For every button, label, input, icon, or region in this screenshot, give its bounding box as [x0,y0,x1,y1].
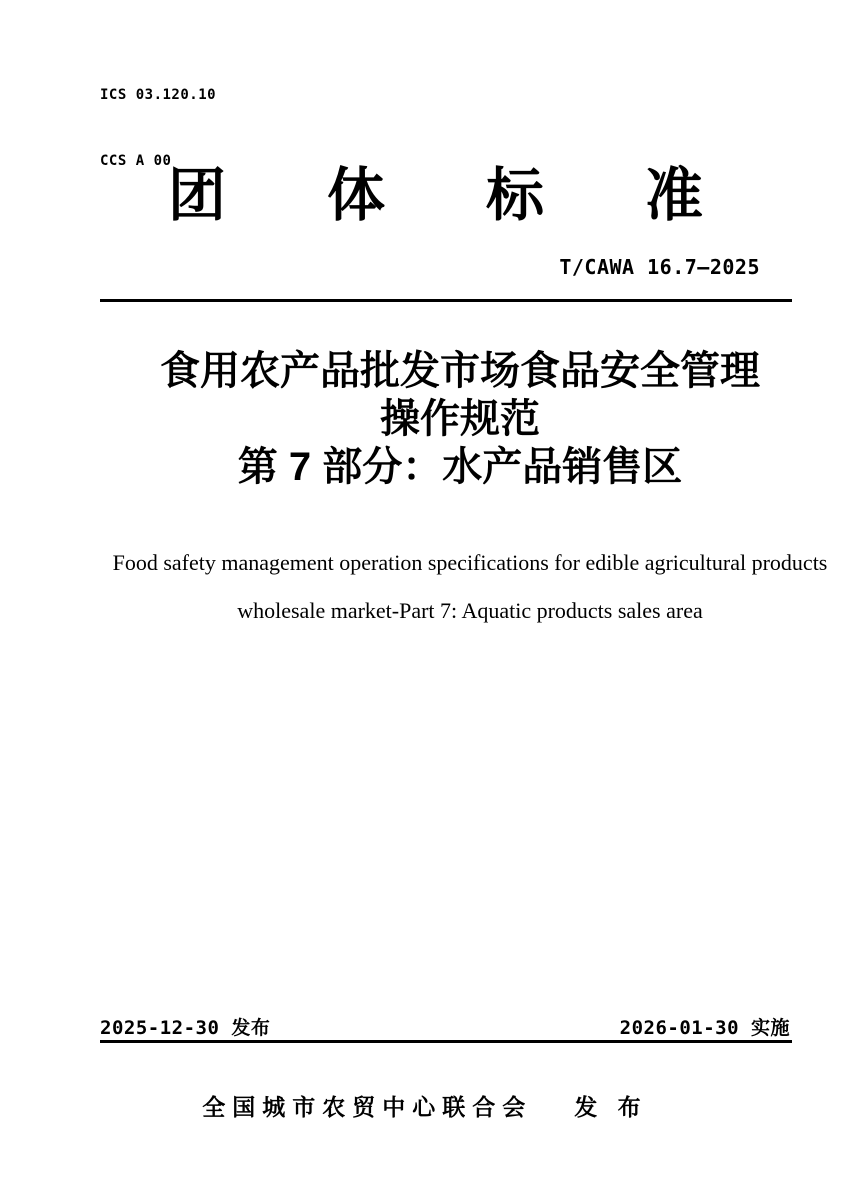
standard-number: T/CAWA 16.7—2025 [559,255,760,279]
standard-type-char: 团 [168,163,227,228]
title-cn-line3: 第 7 部分：水产品销售区 [237,445,683,489]
title-cn-line2: 操作规范 [380,397,540,441]
standard-type-char: 准 [644,163,703,228]
standard-type-char: 标 [485,163,544,228]
document-title-cn [70,347,850,491]
dates-row [100,1013,790,1040]
standard-type-heading [168,163,703,228]
bottom-divider-rule [100,1040,792,1043]
publisher-name: 全国城市农贸中心联合会 [202,1094,533,1120]
standard-type-char: 体 [326,163,385,228]
publisher-row [0,1089,850,1122]
publish-action-label: 发 布 [574,1094,648,1120]
document-title-en-line2: wholesale market-Part 7: Aquatic products sales area [237,598,703,623]
document-title-en-line1: Food safety management operation specifications for edible agricultural products [112,550,828,575]
top-divider-rule [100,299,792,302]
title-cn-line1: 食用农产品批发市场食品安全管理 [160,349,760,393]
issue-date: 2025-12-30 发布 [100,1017,271,1039]
ics-code: ICS 03.120.10 [100,87,217,103]
implementation-date: 2026-01-30 实施 [619,1017,790,1039]
ccs-code: CCS A 00 [100,153,172,169]
